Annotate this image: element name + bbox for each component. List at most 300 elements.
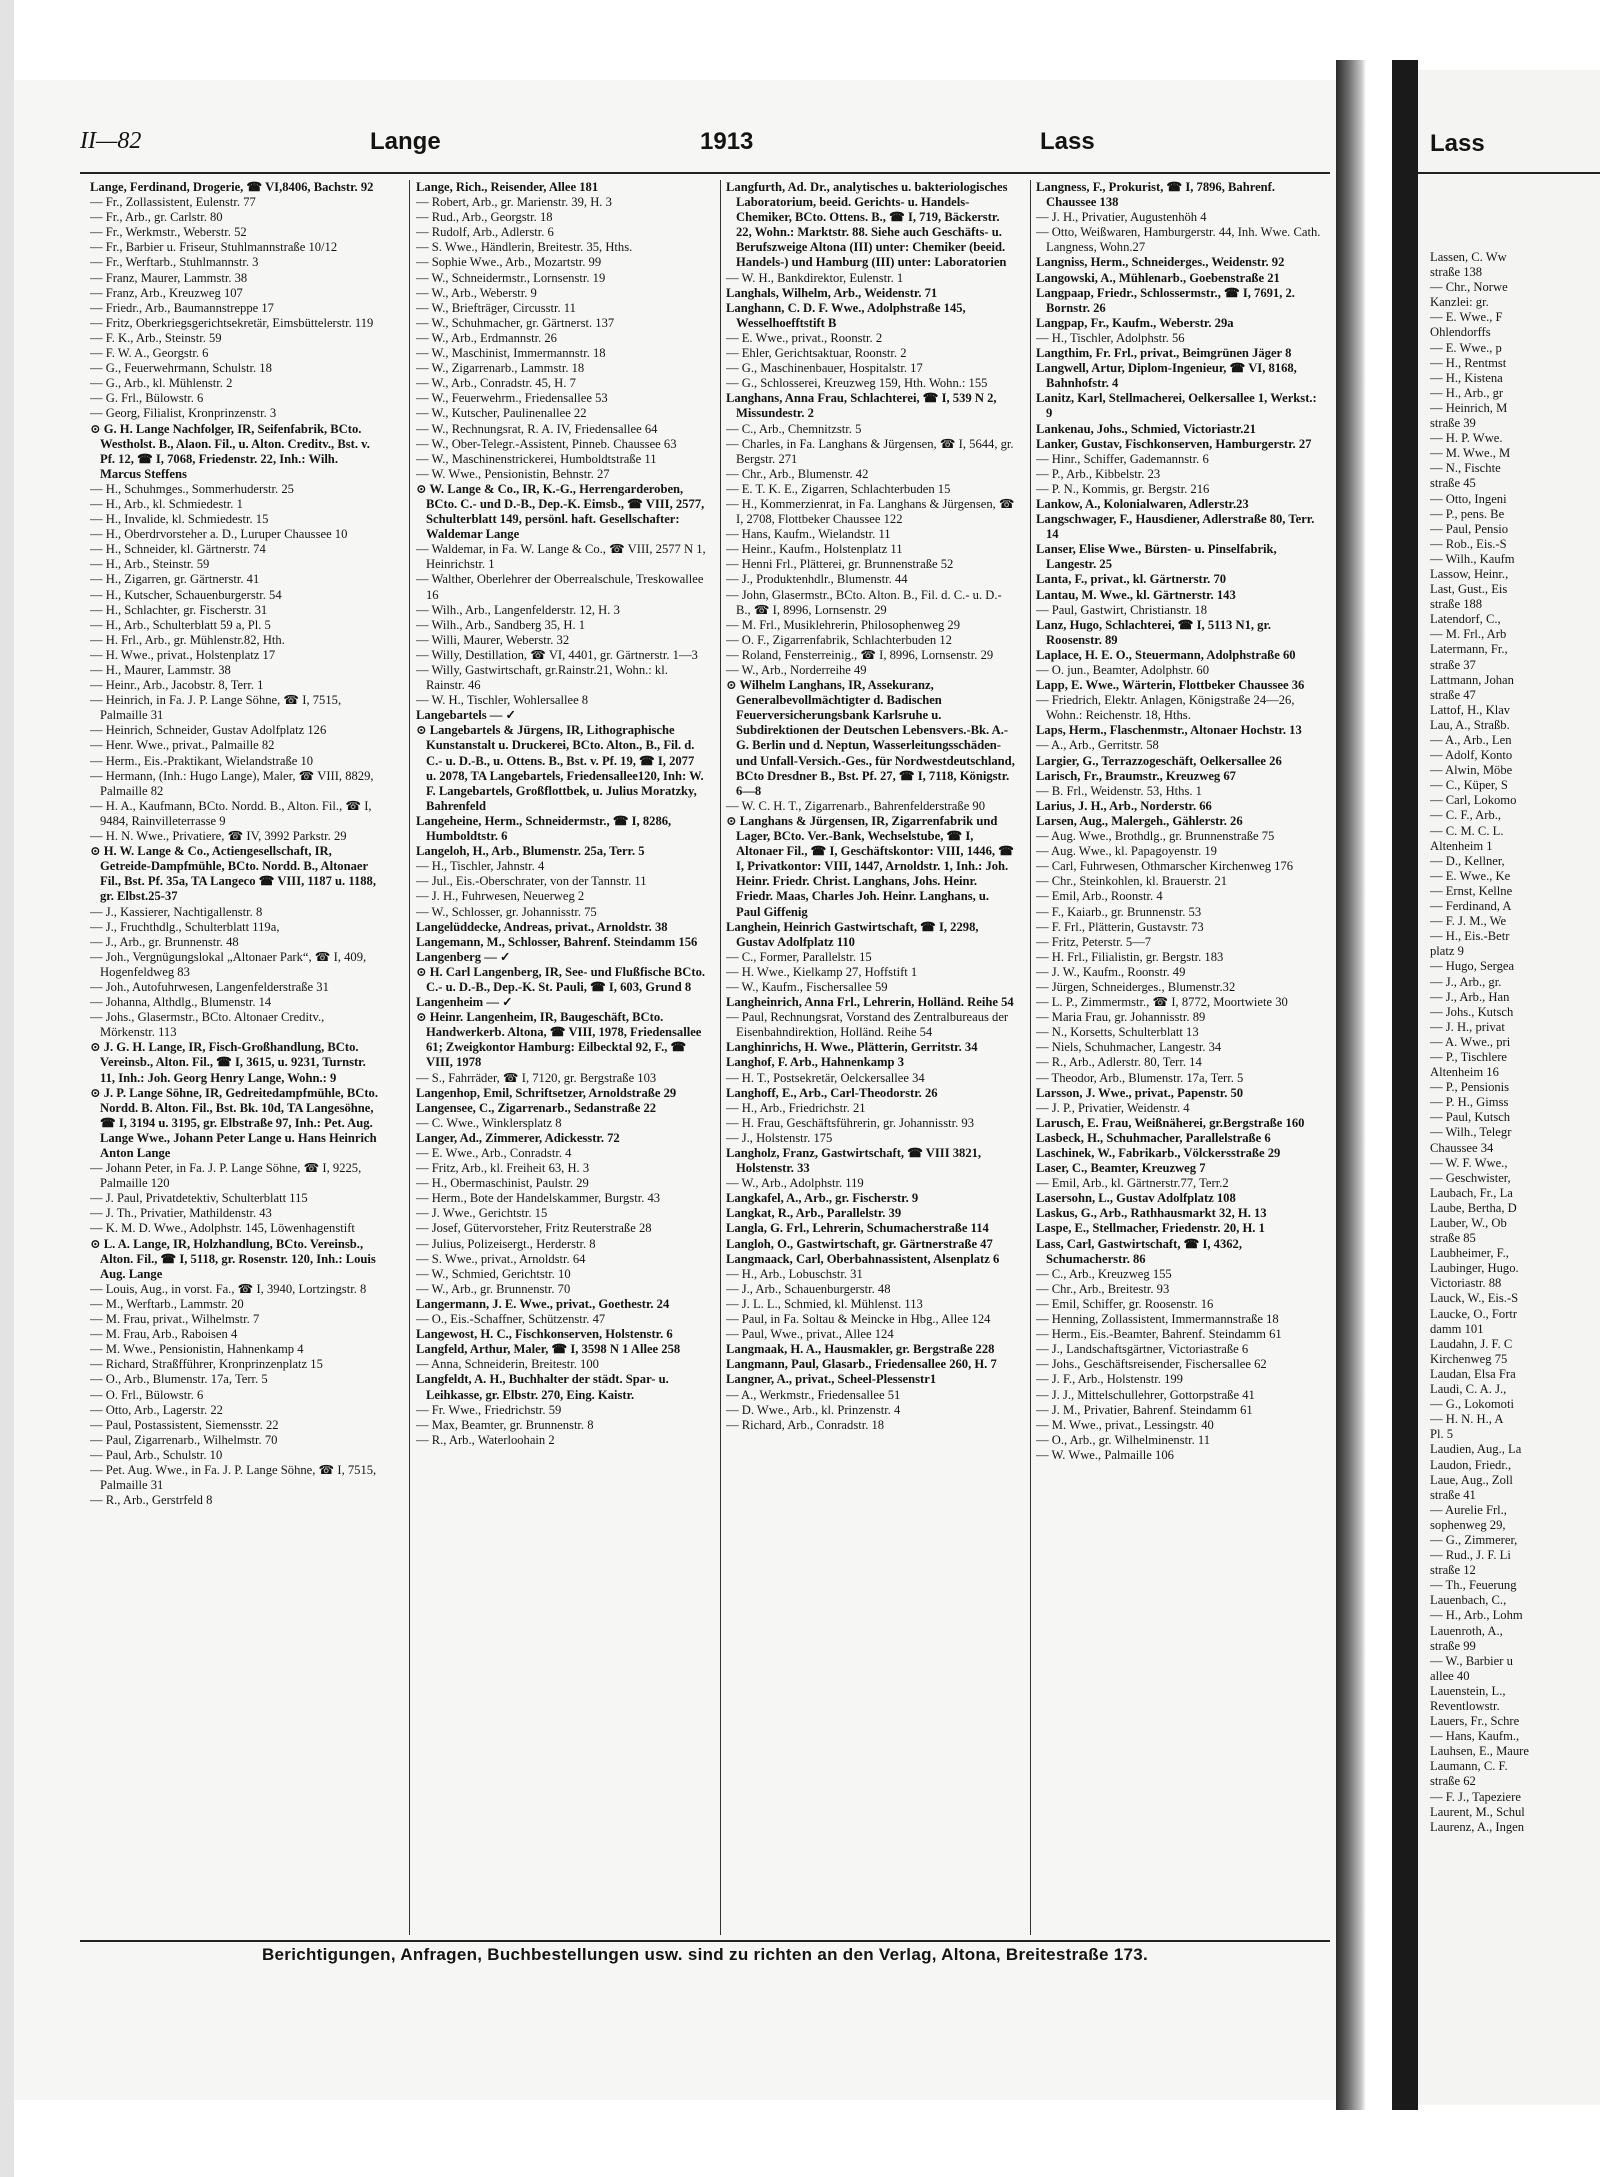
directory-entry: Lanz, Hugo, Schlachterei, ☎ I, 5113 N1, gr. Roosenstr. 89	[1036, 617, 1272, 647]
directory-entry: — W., Briefträger, Circusstr. 11	[416, 300, 576, 315]
directory-entry: — Willy, Destillation, ☎ VI, 4401, gr. Gärtnerstr. 1—3	[416, 647, 698, 662]
directory-entry: Langloh, O., Gastwirtschaft, gr. Gärtnerstraße 47	[726, 1236, 993, 1251]
directory-entry: — J., Fruchthdlg., Schulterblatt 119a,	[90, 919, 280, 934]
directory-entry: Langkat, R., Arb., Parallelstr. 39	[726, 1206, 902, 1221]
facing-page-entry: Laue, Aug., Zoll	[1430, 1472, 1513, 1487]
directory-entry: — Theodor, Arb., Blumenstr. 17a, Terr. 5	[1036, 1070, 1244, 1085]
directory-entry: — G., Feuerwehrmann, Schulstr. 18	[90, 361, 272, 376]
directory-entry: — Johanna, Althdlg., Blumenstr. 14	[90, 995, 272, 1010]
scan-left-margin	[0, 0, 14, 2177]
directory-entry: — O., Arb., gr. Wilhelminenstr. 11	[1036, 1432, 1211, 1447]
directory-entry: — Fr., Zollassistent, Eulenstr. 77	[90, 195, 256, 210]
footer-rule	[80, 1940, 1330, 1942]
directory-entry: — H. A., Kaufmann, BCto. Nordd. B., Alton. Fil., ☎ I, 9484, Rainvilleterrasse 9	[90, 798, 372, 828]
directory-entry: — W., Arb., gr. Brunnenstr. 70	[416, 1281, 571, 1296]
directory-entry: — Paul, Zigarrenarb., Wilhelmstr. 70	[90, 1432, 278, 1447]
directory-entry: — G. Frl., Bülowstr. 6	[90, 391, 204, 406]
facing-page-entry: Laudahn, J. F. C	[1430, 1336, 1513, 1351]
directory-entry: — H., Obermaschinist, Paulstr. 29	[416, 1176, 589, 1191]
directory-entry: — J. L. L., Schmied, kl. Mühlenst. 113	[726, 1296, 923, 1311]
directory-entry: — J., Holstenstr. 175	[726, 1130, 833, 1145]
directory-entry: — S., Fahrräder, ☎ I, 7120, gr. Bergstraße 103	[416, 1070, 657, 1085]
facing-page-entry: — H., Kistena	[1430, 370, 1503, 385]
directory-entry: — K. M. D. Wwe., Adolphstr. 145, Löwenhagenstift	[90, 1221, 355, 1236]
facing-page-entry: — Alwin, Möbe	[1430, 763, 1513, 778]
directory-entry: — Pet. Aug. Wwe., in Fa. J. P. Lange Söhne, ☎ I, 7515, Palmaille 31	[90, 1462, 377, 1493]
facing-page-entry: Lauhsen, E., Maure	[1430, 1744, 1529, 1759]
directory-entry: — H., Kutscher, Schauenburgerstr. 54	[90, 587, 282, 602]
facing-page-entry: — A., Arb., Len	[1430, 733, 1512, 747]
page-header	[80, 128, 1330, 162]
directory-entry: — Franz, Maurer, Lammstr. 38	[90, 270, 248, 285]
directory-entry: — J., Arb., Schauenburgerstr. 48	[726, 1281, 891, 1296]
directory-entry: — E. Wwe., Arb., Conradstr. 4	[416, 1146, 572, 1160]
directory-entry: — Heinrich, Schneider, Gustav Adolfplatz 126	[90, 723, 327, 738]
directory-entry: — W., Arb., Weberstr. 9	[416, 285, 537, 300]
facing-page-entry: Laudan, Elsa Fra	[1430, 1366, 1516, 1381]
directory-entry: — Rudolf, Arb., Adlerstr. 6	[416, 225, 554, 240]
directory-entry: — Max, Beamter, gr. Brunnenstr. 8	[416, 1417, 594, 1432]
directory-entry: — Louis, Aug., in vorst. Fa., ☎ I, 3940, Lortzingstr. 8	[90, 1281, 367, 1296]
facing-page-entry: Victoriastr. 88	[1430, 1276, 1502, 1291]
directory-entry: ⊙ Wilhelm Langhans, IR, Assekuranz, Generalbevollmächtigter d. Badischen Feuerversicherungsbank Karlsruhe u. Subdirektionen der Deutschen Lebensvers.-Bk. A.-G. Berlin und d. Neptun, Wasserleitungsschäden- und Unfall-Versich.-Ges., für Nordwestdeutschland, BCto Dresdner B., Bst. Pf. 27, ☎ I, 7118, Königstr. 6—8	[726, 678, 1015, 798]
directory-entry: Langmaak, H. A., Hausmakler, gr. Bergstraße 228	[726, 1342, 995, 1357]
facing-page-entry: Lauenstein, L.,	[1430, 1683, 1506, 1698]
directory-entry: — M. Frau, Arb., Raboisen 4	[90, 1327, 238, 1342]
directory-entry: — N., Korsetts, Schulterblatt 13	[1036, 1025, 1199, 1040]
directory-entry: — C. Wwe., Winklersplatz 8	[416, 1115, 562, 1130]
facing-page-entry: Lauck, W., Eis.-S	[1430, 1291, 1519, 1306]
directory-entry: — Hans, Kaufm., Wielandstr. 11	[726, 527, 891, 542]
directory-entry: Langeloh, H., Arb., Blumenstr. 25a, Terr. 5	[416, 844, 645, 859]
facing-page-entry: — Wilh., Kaufm	[1430, 551, 1515, 566]
directory-entry: Langhann, C. D. F. Wwe., Adolphstraße 145, Wesselhoefftstift B	[726, 300, 966, 330]
facing-page-entry: Laubach, Fr., La	[1430, 1185, 1513, 1200]
directory-entry: — J. Th., Privatier, Mathildenstr. 43	[90, 1206, 272, 1221]
directory-entry: — J., Landschaftsgärtner, Victoriastraße 6	[1036, 1342, 1249, 1357]
facing-page-entry: — P., Pensionis	[1430, 1080, 1510, 1095]
directory-entry: — J. J., Mittelschullehrer, Gottorpstraße 41	[1036, 1387, 1255, 1402]
directory-entry: — Walther, Oberlehrer der Oberrealschule, Treskowallee 16	[416, 572, 704, 602]
directory-entry: — Emil, Schiffer, gr. Roosenstr. 16	[1036, 1296, 1214, 1311]
facing-page-entry: Laurent, M., Schul	[1430, 1804, 1525, 1819]
directory-entry: Langewost, H. C., Fischkonserven, Holstenstr. 6	[416, 1327, 673, 1342]
directory-entry: — F. W. A., Georgstr. 6	[90, 346, 209, 361]
directory-entry: — H., Arb., Schulterblatt 59 a, Pl. 5	[90, 617, 271, 632]
facing-page-entry: allee 40	[1430, 1668, 1470, 1683]
directory-entry: Langenheim — ✓	[416, 995, 513, 1010]
directory-entry: — John, Glasermstr., BCto. Alton. B., Fil. d. C.- u. D.-B., ☎ I, 8996, Lornsenstr. 29	[726, 587, 1002, 617]
directory-entry: Langkafel, A., Arb., gr. Fischerstr. 9	[726, 1191, 919, 1206]
directory-entry: Larsen, Aug., Malergeh., Gählerstr. 26	[1036, 813, 1243, 828]
directory-entry: Lanker, Gustav, Fischkonserven, Hamburgerstr. 27	[1036, 436, 1312, 451]
directory-entry: — Friedr., Arb., Baumannstreppe 17	[90, 300, 274, 315]
facing-page-entry: — W. F. Wwe.,	[1430, 1155, 1508, 1170]
directory-entry: — Paul, in Fa. Soltau & Meincke in Hbg., Allee 124	[726, 1312, 991, 1327]
column-divider	[720, 180, 721, 1935]
directory-entry: — M. Wwe., privat., Lessingstr. 40	[1036, 1417, 1214, 1432]
directory-entry: — Roland, Fensterreinig., ☎ I, 8996, Lornsenstr. 29	[726, 647, 994, 662]
directory-entry: — Johs., Glasermstr., BCto. Altonaer Creditv., Mörkenstr. 113	[90, 1010, 325, 1040]
directory-entry: — H., Schuhmges., Sommerhuderstr. 25	[90, 481, 294, 496]
directory-entry: — H., Arb., kl. Schmiedestr. 1	[90, 496, 243, 511]
facing-page-entry: — Geschwister,	[1430, 1170, 1511, 1185]
directory-entry: Langschwager, F., Hausdiener, Adlerstraße 80, Terr. 14	[1036, 512, 1315, 542]
facing-page-entry: Altenheim 16	[1430, 1065, 1499, 1080]
facing-page-entry: — Hugo, Sergea	[1430, 959, 1515, 974]
directory-entry: — O. jun., Beamter, Adolphstr. 60	[1036, 663, 1209, 677]
directory-entry: — H., Kommerzienrat, in Fa. Langhans & Jürgensen, ☎ I, 2708, Flottbeker Chaussee 122	[726, 496, 1015, 527]
directory-entry: — G., Schlosserei, Kreuzweg 159, Hth. Wohn.: 155	[726, 376, 988, 391]
facing-page-entry: Lattmann, Johan	[1430, 672, 1514, 687]
directory-entry: Larius, J. H., Arb., Norderstr. 66	[1036, 798, 1212, 813]
facing-page-entry: — Th., Feuerung	[1430, 1578, 1517, 1593]
directory-entry: — Josef, Gütervorsteher, Fritz Reuterstraße 28	[416, 1221, 652, 1236]
directory-entry: — Jürgen, Schneiderges., Blumenstr.32	[1036, 979, 1236, 994]
directory-entry: Langermann, J. E. Wwe., privat., Goethestr. 24	[416, 1296, 670, 1311]
facing-page-entry: Lau, A., Straßb.	[1430, 717, 1510, 732]
directory-entry: Larsson, J. Wwe., privat., Papenstr. 50	[1036, 1085, 1244, 1100]
directory-entry: — Johann Peter, in Fa. J. P. Lange Söhne, ☎ I, 9225, Palmaille 120	[90, 1161, 362, 1191]
facing-page-entry: — M. Frl., Arb	[1430, 627, 1507, 642]
directory-entry: — Herm., Eis.-Beamter, Bahrenf. Steindamm 61	[1036, 1327, 1282, 1342]
directory-entry: — Ehler, Gerichtsaktuar, Roonstr. 2	[726, 346, 907, 361]
column-4	[1036, 180, 1326, 1940]
page-number: II—82	[80, 128, 142, 154]
directory-entry: — O., Eis.-Schaffner, Schützenstr. 47	[416, 1312, 606, 1327]
facing-page-entry: Last, Gust., Eis	[1430, 582, 1508, 597]
directory-entry: — W., Arb., Adolphstr. 119	[726, 1176, 864, 1191]
directory-entry: — Paul, Rechnungsrat, Vorstand des Zentralbureaus der Eisenbahndirektion, Holländ. Reihe 54	[726, 1010, 1009, 1040]
directory-entry: — B. Frl., Weidenstr. 53, Hths. 1	[1036, 783, 1202, 798]
directory-entry: — W., Maschinenstrickerei, Humboldtstraße 11	[416, 451, 657, 466]
directory-entry: — H., Oberdrvorsteher a. D., Luruper Chaussee 10	[90, 527, 348, 542]
facing-page-entry: Lauenbach, C.,	[1430, 1593, 1507, 1608]
directory-entry: — W., Schneidermstr., Lornsenstr. 19	[416, 270, 606, 285]
directory-entry: Lass, Carl, Gastwirtschaft, ☎ I, 4362, Schumacherstr. 86	[1036, 1236, 1242, 1266]
facing-page-entry: — C. F., Arb.,	[1430, 808, 1502, 823]
directory-entry: — Chr., Steinkohlen, kl. Brauerstr. 21	[1036, 874, 1227, 889]
directory-entry: Langensee, C., Zigarrenarb., Sedanstraße 22	[416, 1100, 657, 1115]
facing-page-entry: Chaussee 34	[1430, 1140, 1494, 1155]
directory-entry: Laser, C., Beamter, Kreuzweg 7	[1036, 1161, 1206, 1176]
directory-entry: Langowski, A., Mühlenarb., Goebenstraße 21	[1036, 270, 1280, 285]
facing-page-entry: — P. H., Gimss	[1430, 1095, 1509, 1110]
directory-entry: Langemann, M., Schlosser, Bahrenf. Steindamm 156	[416, 934, 698, 949]
facing-page-entry: damm 101	[1430, 1321, 1484, 1336]
directory-entry: — J. W., Kaufm., Roonstr. 49	[1036, 964, 1186, 979]
directory-entry: — Fr., Werkmstr., Weberstr. 52	[90, 225, 247, 240]
facing-page-entry: Laubheimer, F.,	[1430, 1246, 1509, 1261]
directory-entry: — Niels, Schuhmacher, Langestr. 34	[1036, 1040, 1222, 1055]
directory-entry: Larusch, E. Frau, Weißnäherei, gr.Bergstraße 160	[1036, 1115, 1305, 1130]
facing-page-entry: — Adolf, Konto	[1430, 748, 1513, 763]
directory-entry: — M. Frl., Musiklehrerin, Philosophenweg 29	[726, 617, 961, 632]
facing-page-entry: straße 45	[1430, 476, 1476, 491]
directory-entry: — F. K., Arb., Steinstr. 59	[90, 330, 222, 345]
directory-entry: — H., Arb., Friedrichstr. 21	[726, 1100, 866, 1115]
directory-entry: — H., Arb., Lobuschstr. 31	[726, 1266, 863, 1281]
header-year: 1913	[700, 128, 754, 155]
facing-page-entry: — J. H., privat	[1430, 1019, 1505, 1034]
directory-entry: — J. Paul, Privatdetektiv, Schulterblatt 115	[90, 1191, 308, 1206]
directory-entry: — Jul., Eis.-Oberschrater, von der Tannstr. 11	[416, 874, 647, 889]
directory-entry: — Rud., Arb., Georgstr. 18	[416, 210, 553, 225]
directory-entry: — Paul, Postassistent, Siemensstr. 22	[90, 1417, 279, 1432]
facing-page-entry: — H. N. H., A	[1430, 1412, 1504, 1427]
directory-entry: — G., Arb., kl. Mühlenstr. 2	[90, 376, 233, 391]
directory-entry: Laps, Herm., Flaschenmstr., Altonaer Hochstr. 13	[1036, 723, 1302, 738]
directory-entry: — Willy, Gastwirtschaft, gr.Rainstr.21, Wohn.: kl. Rainstr. 46	[416, 663, 668, 693]
directory-entry: Lasbeck, H., Schuhmacher, Parallelstraße 6	[1036, 1130, 1271, 1145]
directory-entry: — Georg, Filialist, Kronprinzenstr. 3	[90, 406, 277, 421]
directory-entry: — Henr. Wwe., privat., Palmaille 82	[90, 738, 275, 753]
directory-entry: — F., Kaiarb., gr. Brunnenstr. 53	[1036, 904, 1202, 919]
facing-page-entry: — H. P. Wwe.	[1430, 431, 1503, 446]
directory-entry: — A., Werkmstr., Friedensallee 51	[726, 1387, 901, 1402]
directory-entry: — C., Arb., Chemnitzstr. 5	[726, 421, 862, 436]
directory-entry: — Johs., Geschäftsreisender, Fischersallee 62	[1036, 1357, 1267, 1372]
directory-entry: — W., Schlosser, gr. Johannisstr. 75	[416, 904, 597, 919]
facing-page-entry: — H., Arb., gr	[1430, 385, 1504, 400]
directory-entry: — H. Frl., Filialistin, gr. Bergstr. 183	[1036, 949, 1224, 964]
directory-entry: — W., Rechnungsrat, R. A. IV, Friedensallee 64	[416, 421, 658, 436]
facing-page-entry: Lassow, Heinr.,	[1430, 566, 1509, 581]
directory-entry: — Fr., Arb., gr. Carlstr. 80	[90, 210, 223, 225]
directory-entry: — W., Feuerwehrm., Friedensallee 53	[416, 391, 608, 406]
directory-entry: — Emil, Arb., kl. Gärtnerstr.77, Terr.2	[1036, 1176, 1229, 1191]
directory-entry: — Herm., Bote der Handelskammer, Burgstr. 43	[416, 1191, 661, 1206]
directory-entry: — Paul, Gastwirt, Christianstr. 18	[1036, 602, 1208, 617]
facing-page-entry: — Wilh., Telegr	[1430, 1125, 1512, 1140]
facing-page-entry: Ohlendorffs	[1430, 325, 1491, 340]
directory-entry: Langhoff, E., Arb., Carl-Theodorstr. 26	[726, 1085, 938, 1100]
directory-entry: — Charles, in Fa. Langhans & Jürgensen, ☎ I, 5644, gr. Bergstr. 271	[726, 436, 1014, 466]
directory-entry: — P. N., Kommis, gr. Bergstr. 216	[1036, 481, 1210, 496]
directory-entry: — Henni Frl., Plätterei, gr. Brunnenstraße 52	[726, 557, 954, 572]
directory-entry: — H. Wwe., Kielkamp 27, Hoffstift 1	[726, 964, 918, 979]
facing-page-header: Lass	[1430, 130, 1485, 157]
facing-page-entry: Laucke, O., Fortr	[1430, 1306, 1518, 1321]
directory-entry: Lanser, Elise Wwe., Bürsten- u. Pinselfabrik, Langestr. 25	[1036, 542, 1277, 572]
directory-entry: — J. Wwe., Gerichtstr. 15	[416, 1206, 548, 1221]
directory-entry: — Heinr., Kaufm., Holstenplatz 11	[726, 542, 903, 557]
facing-page-entry: — Ernst, Kellne	[1430, 883, 1513, 898]
directory-entry: Langmaack, Carl, Oberbahnassistent, Alsenplatz 6	[726, 1251, 1000, 1266]
directory-entry: Langthim, Fr. Frl., privat., Beimgrünen Jäger 8	[1036, 346, 1292, 361]
facing-page-entry: Lattof, H., Klav	[1430, 702, 1511, 717]
facing-page-entry: — H., Arb., Lohm	[1430, 1608, 1523, 1623]
directory-entry: — F. Frl., Plätterin, Gustavstr. 73	[1036, 919, 1204, 934]
directory-entry: ⊙ J. P. Lange Söhne, IR, Gedreitedampfmühle, BCto. Nordd. B. Alton. Fil., Bst. Bk. 10d, TA Langesöhne, ☎ I, 3194 u. 3195, gr. Elbstraße 97, Inh.: Pet. Aug. Lange Wwe., Johann Peter Lange u. Hans Heinrich Anton Lange	[90, 1085, 378, 1160]
facing-page-entry: Pl. 5	[1430, 1427, 1454, 1442]
directory-entry: — W. H., Bankdirektor, Eulenstr. 1	[726, 270, 904, 285]
directory-entry: ⊙ G. H. Lange Nachfolger, IR, Seifenfabrik, BCto. Westholst. B., Alaon. Fil., u. Alton. Creditv., Bst. v. Pf. 12, ☎ I, 7068, Friedenstr. 22, Inh.: Wilh. Marcus Steffens	[90, 421, 370, 481]
facing-page-entry: straße 188	[1430, 597, 1483, 612]
facing-page-entry: — Heinrich, M	[1430, 400, 1508, 415]
facing-page-entry: Lauenroth, A.,	[1430, 1623, 1503, 1638]
directory-entry: — R., Arb., Waterloohain 2	[416, 1432, 555, 1447]
directory-entry: — G., Maschinenbauer, Hospitalstr. 17	[726, 361, 923, 376]
column-divider	[1030, 180, 1031, 1935]
directory-entry: — Herm., Eis.-Praktikant, Wielandstraße 10	[90, 753, 314, 768]
directory-entry: — J. F., Arb., Holstenstr. 199	[1036, 1372, 1183, 1387]
directory-entry: — Henning, Zollassistent, Immermannstraße 18	[1036, 1312, 1279, 1327]
directory-entry: Lankenau, Johs., Schmied, Victoriastr.21	[1036, 421, 1256, 436]
facing-page-entry: platz 9	[1430, 944, 1464, 959]
facing-page-entry: — J., Arb., Han	[1430, 989, 1510, 1004]
facing-page-entry: — N., Fischte	[1430, 461, 1501, 476]
facing-page-entry: — Chr., Norwe	[1430, 280, 1508, 295]
directory-entry: Lanitz, Karl, Stellmacherei, Oelkersallee 1, Werkst.: 9	[1036, 391, 1317, 421]
facing-page-entries	[1430, 250, 1600, 1835]
directory-entry: — Willi, Maurer, Weberstr. 32	[416, 632, 570, 647]
facing-page-entry: — D., Kellner,	[1430, 853, 1505, 868]
directory-entry: Langfurth, Ad. Dr., analytisches u. bakteriologisches Laboratorium, beeid. Gerichts- u. Handels-Chemiker, BCto. Ottens. B., ☎ I, 719, Bäckerstr. 22, Wohn.: Marktstr. 88. Siehe auch Geschäfts- u. Berufszweige Altona (III) unter: Chemiker (beeid. Handels-) und Hamburg (III) unter: Laboratorien	[726, 180, 1008, 270]
directory-entry: — W. H., Tischler, Wohlersallee 8	[416, 693, 589, 708]
directory-entry: — E. Wwe., privat., Roonstr. 2	[726, 330, 883, 345]
directory-entry: — Wilh., Arb., Langenfelderstr. 12, H. 3	[416, 602, 620, 617]
facing-page-entry: — H., Eis.-Betr	[1430, 929, 1510, 944]
facing-page-entry: straße 62	[1430, 1774, 1476, 1789]
facing-page-entry: Kirchenweg 75	[1430, 1351, 1508, 1366]
directory-entry: — Paul, Arb., Schulstr. 10	[90, 1447, 223, 1462]
directory-entry: — Fr., Werftarb., Stuhlmannstr. 3	[90, 255, 259, 270]
directory-entry: Langhans, Anna Frau, Schlachterei, ☎ I, 539 N 2, Missundestr. 2	[726, 391, 997, 421]
directory-entry: — Otto, Arb., Lagerstr. 22	[90, 1402, 223, 1417]
directory-entry: — Aug. Wwe., kl. Papagoyenstr. 19	[1036, 844, 1217, 859]
directory-entry: — Fr., Barbier u. Friseur, Stuhlmannstraße 10/12	[90, 240, 338, 255]
facing-page-entry: straße 99	[1430, 1638, 1476, 1653]
facing-page	[1418, 70, 1600, 2105]
directory-entry: Langheinrich, Anna Frl., Lehrerin, Holländ. Reihe 54	[726, 995, 1014, 1010]
directory-entry: — Paul, Wwe., privat., Allee 124	[726, 1327, 894, 1342]
directory-entry: Laskus, G., Arb., Rathhausmarkt 32, H. 13	[1036, 1206, 1267, 1221]
facing-page-entry: straße 85	[1430, 1231, 1476, 1246]
directory-entry: Laplace, H. E. O., Steuermann, Adolphstraße 60	[1036, 647, 1296, 662]
facing-page-entry: — Rud., J. F. Li	[1430, 1548, 1511, 1563]
directory-entry: — C., Arb., Kreuzweg 155	[1036, 1266, 1172, 1281]
directory-entry: — Hinr., Schiffer, Gademannstr. 6	[1036, 451, 1209, 466]
directory-entry: Langhof, F. Arb., Hahnenkamp 3	[726, 1055, 904, 1070]
directory-entry: — Richard, Straßfführer, Kronprinzenplatz 15	[90, 1357, 323, 1372]
facing-page-entry: — Paul, Pensio	[1430, 521, 1509, 536]
facing-page-entry: — H., Rentmst	[1430, 355, 1507, 370]
facing-page-entry: straße 12	[1430, 1563, 1476, 1578]
directory-entry: — O. F., Zigarrenfabrik, Schlachterbuden 12	[726, 632, 952, 647]
directory-entry: Langhinrichs, H. Wwe., Plätterin, Gerritstr. 34	[726, 1040, 978, 1055]
directory-entry: — O. Frl., Bülowstr. 6	[90, 1387, 204, 1402]
facing-page-entry: — C. M. C. L.	[1430, 823, 1504, 838]
facing-page-entry: Laubinger, Hugo.	[1430, 1261, 1519, 1276]
directory-entry: — Heinrich, in Fa. J. P. Lange Söhne, ☎ I, 7515, Palmaille 31	[90, 693, 342, 723]
directory-entry: — H., Schneider, kl. Gärtnerstr. 74	[90, 542, 266, 557]
directory-entry: — W., Zigarrenarb., Lammstr. 18	[416, 361, 585, 376]
directory-entry: — Waldemar, in Fa. W. Lange & Co., ☎ VIII, 2577 N 1, Heinrichstr. 1	[416, 542, 706, 572]
directory-entry: — H., Invalide, kl. Schmiedestr. 15	[90, 512, 269, 527]
facing-page-entry: Laube, Bertha, D	[1430, 1200, 1517, 1215]
directory-entry: Langpap, Fr., Kaufm., Weberstr. 29a	[1036, 315, 1234, 330]
facing-page-entry: Laudi, C. A. J.,	[1430, 1382, 1507, 1397]
directory-entry: — J. H., Privatier, Augustenhöh 4	[1036, 210, 1207, 225]
directory-entry: — A., Arb., Gerritstr. 58	[1036, 738, 1159, 753]
directory-entry: — E. T. K. E., Zigarren, Schlachterbuden 15	[726, 481, 951, 496]
facing-page-entry: — Rob., Eis.-S	[1430, 536, 1507, 551]
facing-page-entry: — W., Barbier u	[1430, 1653, 1513, 1668]
facing-page-entry: — J., Arb., gr.	[1430, 974, 1502, 989]
directory-entry: — Joh., Autofuhrwesen, Langenfelderstraße 31	[90, 979, 329, 994]
directory-entry: — J. P., Privatier, Weidenstr. 4	[1036, 1100, 1190, 1115]
directory-entry: — O., Arb., Blumenstr. 17a, Terr. 5	[90, 1372, 268, 1387]
facing-page-entry: Laudon, Friedr.,	[1430, 1457, 1512, 1472]
directory-entry: — W., Arb., Norderreihe 49	[726, 663, 867, 677]
facing-page-entry: — A. Wwe., pri	[1430, 1034, 1511, 1049]
directory-entry: Lange, Rich., Reisender, Allee 181	[416, 180, 599, 194]
facing-page-entry: — Aurelie Frl.,	[1430, 1502, 1507, 1517]
facing-page-entry: Lauers, Fr., Schre	[1430, 1714, 1520, 1729]
directory-entry: — H., Schlachter, gr. Fischerstr. 31	[90, 602, 268, 617]
directory-entry: — J. H., Fuhrwesen, Neuerweg 2	[416, 889, 585, 904]
facing-page-entry: straße 41	[1430, 1487, 1476, 1502]
facing-page-entry: — F. J. M., We	[1430, 914, 1507, 929]
header-left-word: Lange	[370, 128, 441, 155]
column-3	[726, 180, 1016, 1940]
facing-page-entry: straße 39	[1430, 416, 1476, 431]
facing-page-entry: — E. Wwe., p	[1430, 340, 1502, 355]
directory-entry: — L. P., Zimmermstr., ☎ I, 8772, Moortwiete 30	[1036, 995, 1288, 1010]
directory-entry: ⊙ Heinr. Langenheim, IR, Baugeschäft, BCto. Handwerkerb. Altona, ☎ VIII, 1978, Friedensallee 61; Zweigkontor Hamburg: Eilbecktal 92, F., ☎ VIII, 1978	[416, 1010, 702, 1070]
header-right-word: Lass	[1040, 128, 1095, 155]
directory-entry: — W., Schuhmacher, gr. Gärtnerst. 137	[416, 315, 615, 330]
directory-entry: — J., Arb., gr. Brunnenstr. 48	[90, 934, 239, 949]
footer-notice: Berichtigungen, Anfragen, Buchbestellungen usw. sind zu richten an den Verlag, Altona, Breitestraße 173.	[261, 1945, 1149, 1964]
facing-page-entry: sophenweg 29,	[1430, 1517, 1506, 1532]
directory-entry: ⊙ H. Carl Langenberg, IR, See- und Flußfische BCto. C.- u. D.-B., Dep.-K. St. Pauli, ☎ I, 603, Grund 8	[416, 964, 706, 994]
directory-entry: — P., Arb., Kibbelstr. 23	[1036, 466, 1161, 481]
facing-page-entry: — Otto, Ingeni	[1430, 491, 1507, 506]
directory-entry: — H., Maurer, Lammstr. 38	[90, 663, 231, 677]
directory-entry: — D. Wwe., Arb., kl. Prinzenstr. 4	[726, 1402, 901, 1417]
facing-page-entry: Laumann, C. F.	[1430, 1759, 1508, 1774]
directory-entry: — Maria Frau, gr. Johannisstr. 89	[1036, 1010, 1206, 1025]
facing-page-rule	[1418, 172, 1600, 174]
directory-entry: — R., Arb., Gerstrfeld 8	[90, 1493, 213, 1508]
facing-page-entry: Lauber, W., Ob	[1430, 1216, 1507, 1230]
facing-page-entry: — Carl, Lokomo	[1430, 793, 1517, 808]
directory-entry: ⊙ H. W. Lange & Co., Actiengesellschaft, IR, Getreide-Dampfmühle, BCto. Nordd. B., Altonaer Fil., Bst. Pf. 35a, TA Langeco ☎ VIII, 1187 u. 1188, gr. Elbst.25-37	[90, 844, 376, 904]
directory-entry: — R., Arb., Adlerstr. 80, Terr. 14	[1036, 1055, 1202, 1070]
directory-entry: — Julius, Polizeisergt., Herderstr. 8	[416, 1236, 596, 1251]
directory-entry: Langmann, Paul, Glasarb., Friedensallee 260, H. 7	[726, 1357, 997, 1372]
directory-entry: — Fr. Wwe., Friedrichstr. 59	[416, 1402, 562, 1417]
directory-entry: — S. Wwe., privat., Arnoldstr. 64	[416, 1251, 586, 1266]
directory-entry: — Fritz, Oberkriegsgerichtsekretär, Eimsbüttelerstr. 119	[90, 315, 374, 330]
facing-page-entry: straße 37	[1430, 657, 1476, 672]
directory-entry: — W. Wwe., Palmaille 106	[1036, 1447, 1174, 1462]
directory-entry: — W., Kutscher, Paulinenallee 22	[416, 406, 587, 421]
directory-entry: Lantau, M. Wwe., kl. Gärtnerstr. 143	[1036, 587, 1236, 602]
directory-entry: Langenhop, Emil, Schriftsetzer, Arnoldstraße 29	[416, 1085, 677, 1100]
directory-entry: Lanta, F., privat., kl. Gärtnerstr. 70	[1036, 572, 1227, 587]
directory-entry: ⊙ J. G. H. Lange, IR, Fisch-Großhandlung, BCto. Vereinsb., Alton. Fil., ☎ I, 3615, u. 9231, Turnstr. 11, Inh.: Joh. Georg Henry Lange, Wohn.: 9	[90, 1040, 366, 1085]
directory-entry: — H., Tischler, Adolphstr. 56	[1036, 330, 1185, 345]
directory-entry: — W., Maschinist, Immermannstr. 18	[416, 346, 606, 361]
directory-entry: — J. M., Privatier, Bahrenf. Steindamm 61	[1036, 1402, 1253, 1417]
header-rule	[80, 172, 1330, 174]
directory-entry: Langhein, Heinrich Gastwirtschaft, ☎ I, 2298, Gustav Adolfplatz 110	[726, 919, 979, 949]
facing-page-entry: — Ferdinand, A	[1430, 899, 1512, 914]
directory-entry: — J., Kassierer, Nachtigallenstr. 8	[90, 904, 263, 919]
